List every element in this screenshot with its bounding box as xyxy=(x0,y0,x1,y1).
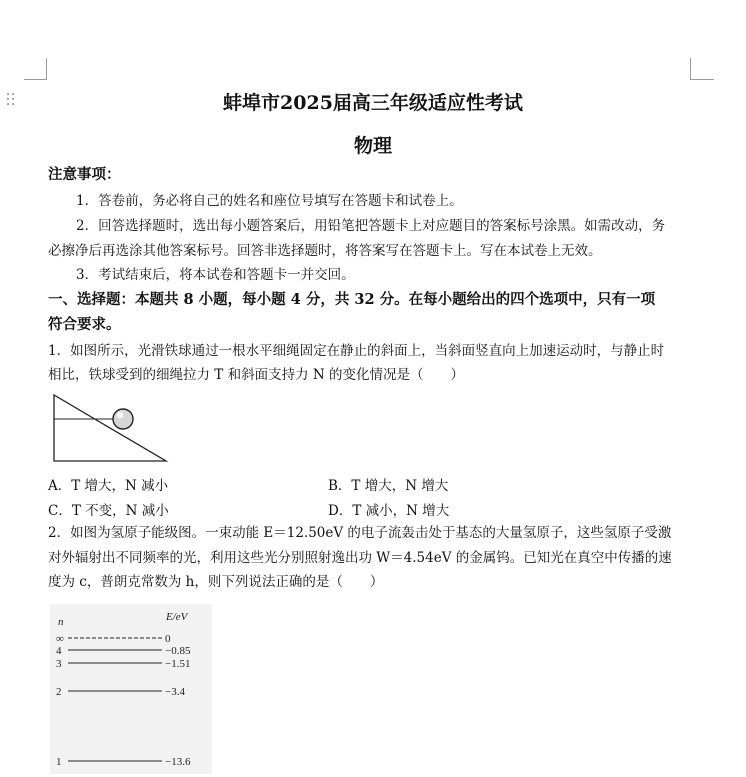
level-energy: −13.6 xyxy=(165,756,191,768)
option-d[interactable]: D．T 减小，N 增大 xyxy=(328,503,450,519)
option-b[interactable]: B．T 增大，N 增大 xyxy=(328,478,449,494)
notice-heading: 注意事项： xyxy=(48,166,121,183)
level-number: 1 xyxy=(56,756,62,768)
level-number: 2 xyxy=(56,686,62,698)
question-stem: 相比，铁球受到的细绳拉力 T 和斜面支持力 N 的变化情况是（ ） xyxy=(48,367,464,383)
question-stem: 对外辐射出不同频率的光，利用这些光分别照射逸出功 W＝4.54eV 的金属钨。已知光在真空中传播的速 xyxy=(48,550,672,566)
section-heading: 一、选择题：本题共 8 小题，每小题 4 分，共 32 分。在每小题给出的四个选项中，只有一项 xyxy=(48,291,656,308)
section-heading: 符合要求。 xyxy=(48,316,121,333)
incline-ball-figure xyxy=(50,393,170,465)
level-energy: −1.51 xyxy=(165,658,191,670)
level-energy: −3.4 xyxy=(165,686,185,698)
question-stem: 度为 c，普朗克常数为 h，则下列说法正确的是（ ） xyxy=(48,574,384,590)
notice-item: 1．答卷前，务必将自己的姓名和座位号填写在答题卡和试卷上。 xyxy=(76,193,463,209)
iron-ball xyxy=(113,409,133,429)
level-number: ∞ xyxy=(56,633,64,645)
notice-item: 必擦净后再选涂其他答案标号。回答非选择题时，将答案写在答题卡上。写在本试卷上无效。 xyxy=(48,243,602,259)
question-stem: 2．如图为氢原子能级图。一束动能 E＝12.50eV 的电子流轰击处于基态的大量氢原子，这些氢原子受激 xyxy=(48,525,672,541)
crop-mark-right xyxy=(690,58,691,80)
level-energy: 0 xyxy=(165,633,171,645)
exam-title: 蚌埠市2025届高三年级适应性考试 xyxy=(223,92,523,114)
energy-level-diagram xyxy=(50,604,212,774)
incline xyxy=(54,395,166,461)
subject-title: 物理 xyxy=(353,135,392,157)
notice-item: 2．回答选择题时，选出每小题答案后，用铅笔把答题卡上对应题目的答案标号涂黑。如需改动，务 xyxy=(76,218,666,234)
crop-mark-left xyxy=(46,58,47,80)
option-c[interactable]: C．T 不变，N 减小 xyxy=(48,503,169,519)
energy-axis-label: E/eV xyxy=(166,611,188,623)
level-number: 4 xyxy=(56,645,62,657)
level-energy: −0.85 xyxy=(165,645,191,657)
crop-mark-right xyxy=(690,79,714,80)
crop-mark-left xyxy=(24,79,47,80)
option-a[interactable]: A．T 增大，N 减小 xyxy=(48,478,169,494)
level-number: 3 xyxy=(56,658,62,670)
question-stem: 1．如图所示，光滑铁球通过一根水平细绳固定在静止的斜面上，当斜面竖直向上加速运动时，与静止时 xyxy=(48,343,665,359)
notice-item: 3．考试结束后，将本试卷和答题卡一并交回。 xyxy=(76,267,355,283)
n-axis-label: n xyxy=(58,616,64,628)
